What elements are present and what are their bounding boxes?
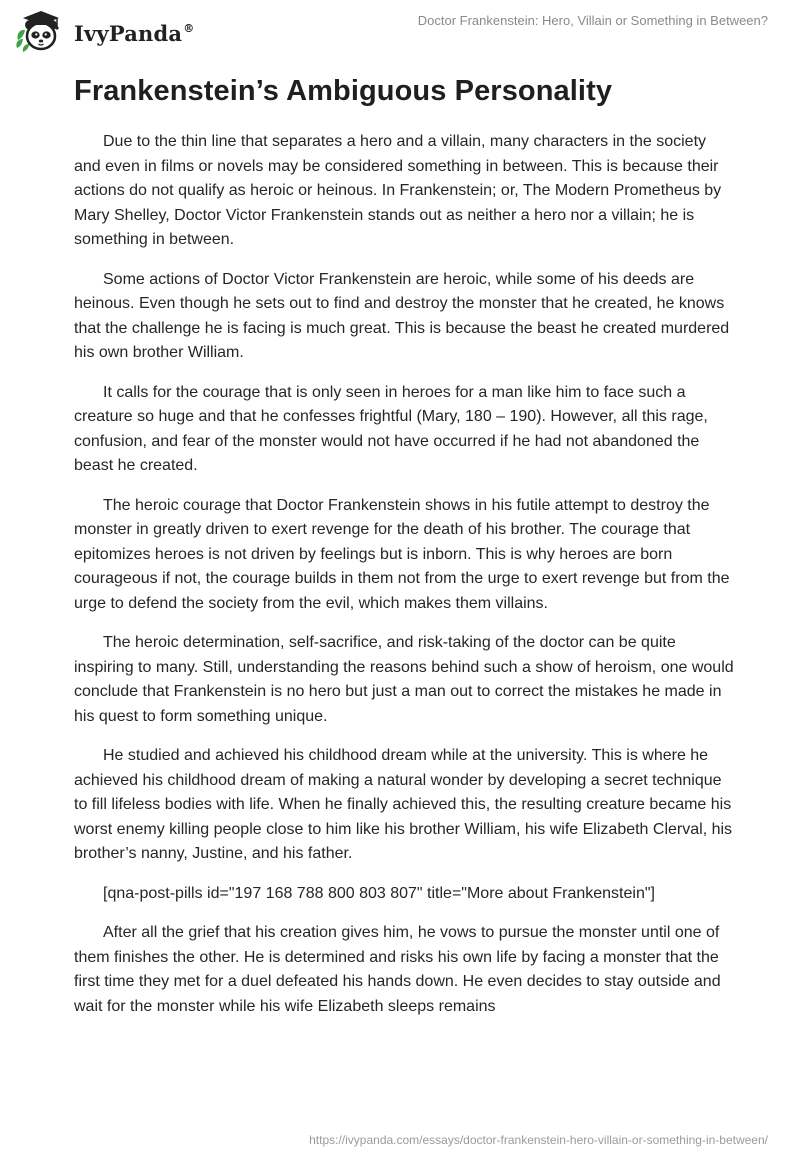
page-header [0,0,800,60]
document-title: Doctor Frankenstein: Hero, Villain or Something in Between? [417,13,768,28]
ivypanda-logo[interactable] [14,8,194,54]
source-url[interactable]: https://ivypanda.com/essays/doctor-frankenstein-hero-villain-or-something-in-between/ [309,1133,768,1147]
paragraph: He studied and achieved his childhood dream while at the university. This is where he achieved his childhood dream of making a natural wonder by developing a secret technique to fill lifeless bodies with life. When he finally achieved this, the resulting creature became his worst enemy killing people close to him like his brother William, his wife Elizabeth Clerval, his brother’s nanny, Justine, and his father. [74,747,733,862]
paragraph: The heroic determination, self-sacrifice, and risk-taking of the doctor can be quite inspiring to many. Still, understanding the reasons behind such a show of heroism, one would conclude that Frankenstein is no hero but just a man out to correct the mistakes he made in his quest to form something unique. [74,634,734,725]
paragraph: It calls for the courage that is only seen in heroes for a man like him to face such a creature so huge and that he confesses frightful (Mary, 180 – 190). However, all this rage, confusion, and fear of the monster would not have occurred if he had not abandoned the beast he created. [74,383,708,474]
paragraph: After all the grief that his creation gives him, he vows to pursue the monster until one of them finishes the other. He is determined and risks his own life by facing a monster that the first time they met for a duel defeated his hands down. He even decides to stay outside and wait for the monster while his wife Elizabeth sleeps remains [74,924,721,1015]
paragraph: Due to the thin line that separates a hero and a villain, many characters in the society and even in films or novels may be considered something in between. This is because their actions do not qualify as heroic or heinous. In Frankenstein; or, The Modern Prometheus by Mary Shelley, Doctor Victor Frankenstein stands out as neither a hero nor a villain; he is something in between. [74,133,722,248]
article-heading: Frankenstein’s Ambiguous Personality [74,75,613,107]
panda-graduate-icon [14,8,66,54]
paragraph: Some actions of Doctor Victor Frankenstein are heroic, while some of his deeds are heinous. Even though he sets out to find and destroy the monster that he created, he knows that the challenge he is facing is much great. This is because the beast he created murdered his own brother William. [74,270,730,361]
shortcode-placeholder: [qna-post-pills id="197 168 788 800 803 807" title="More about Frankenstein"] [103,884,655,902]
article-body [74,130,734,1034]
paragraph: The heroic courage that Doctor Frankenstein shows in his futile attempt to destroy the monster in greatly driven to exert revenge for the death of his brother. The courage that epitomizes heroes is not driven by feelings but is inborn. This is why heroes are born courageous if not, the courage builds in them not from the urge to exert revenge but from the urge to defend the society from the evil, which makes them villains. [74,496,730,612]
brand-name: IvyPanda® [74,20,195,46]
